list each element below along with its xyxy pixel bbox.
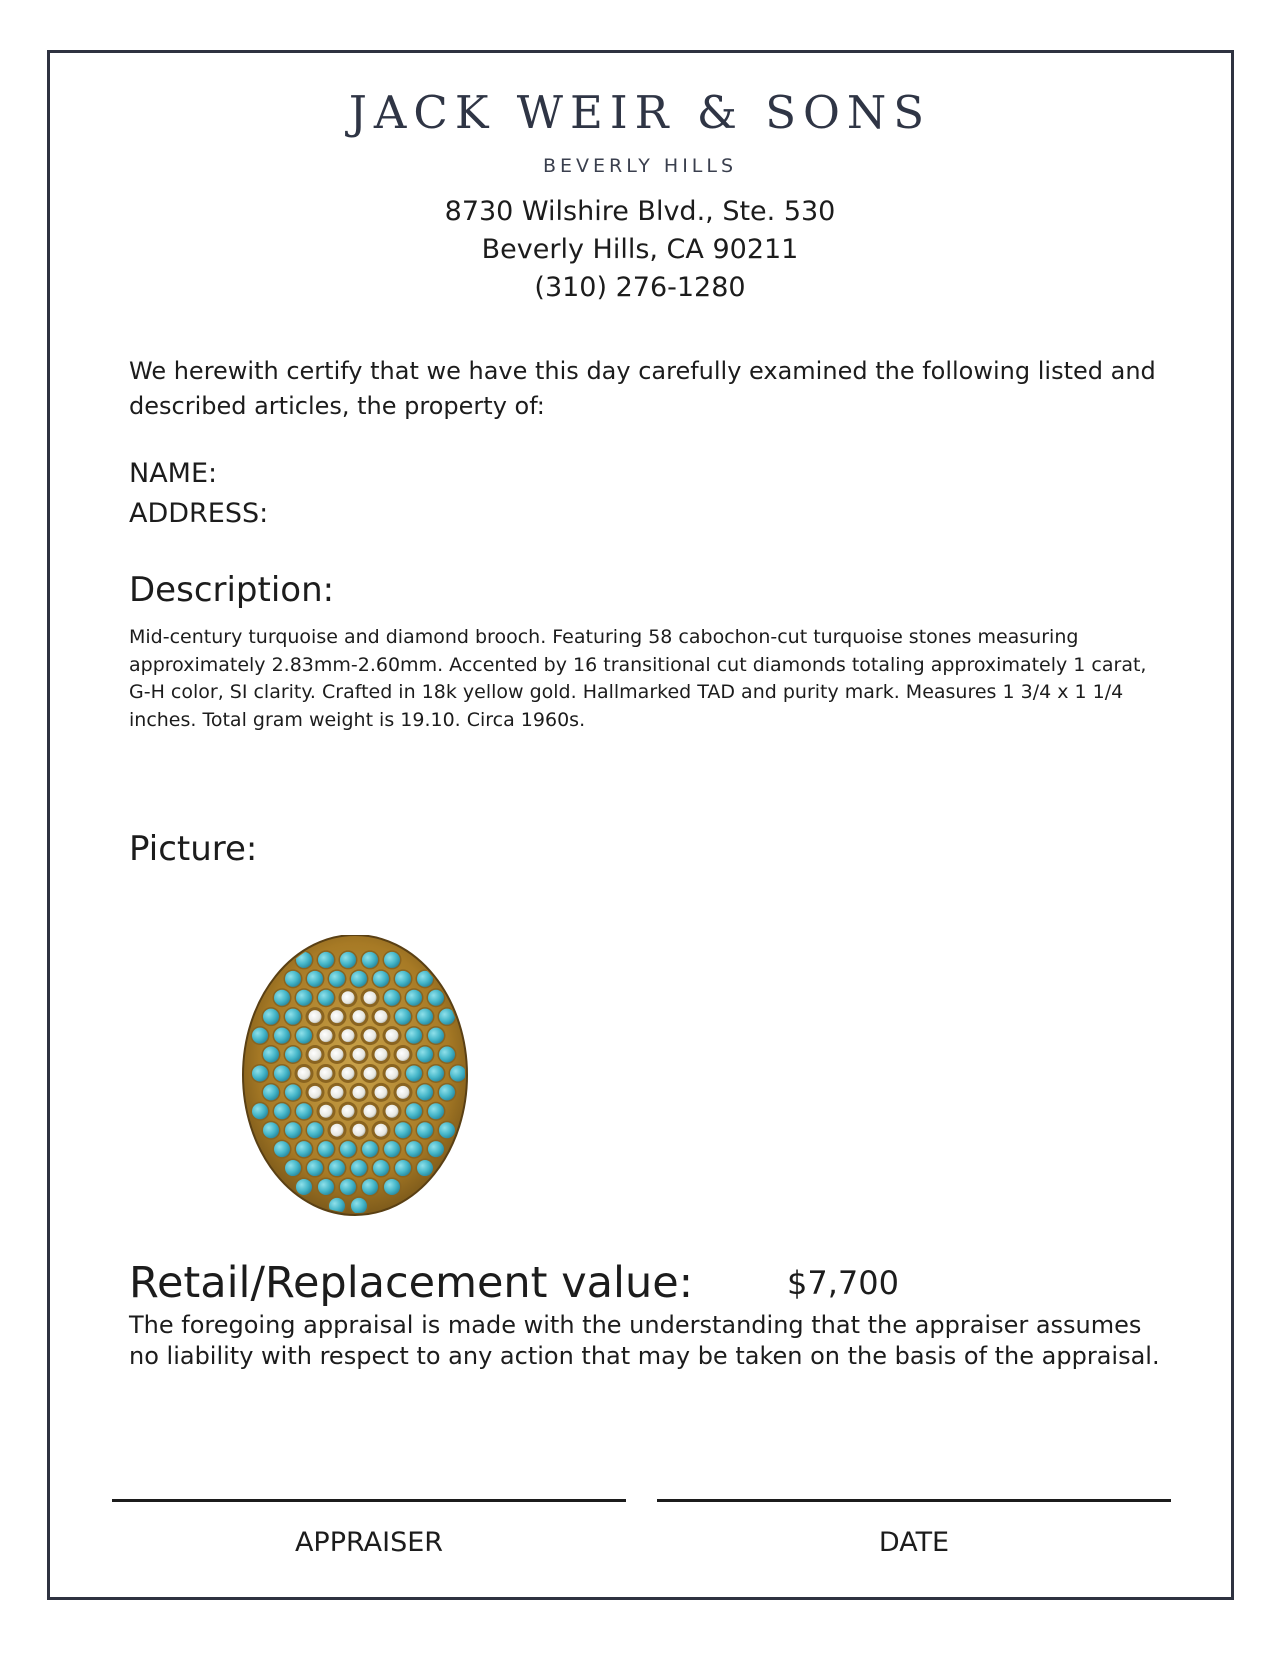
turquoise-stone <box>362 1179 378 1195</box>
diamond-stone <box>364 1105 377 1118</box>
diamond-stone <box>309 1010 322 1023</box>
turquoise-stone <box>406 1028 422 1044</box>
value-amount: $7,700 <box>787 1264 899 1302</box>
turquoise-stone <box>274 990 290 1006</box>
diamond-stone <box>353 1124 366 1137</box>
description-heading: Description: <box>129 570 335 610</box>
turquoise-stone <box>395 971 411 987</box>
diamond-stone <box>342 991 355 1004</box>
owner-name-label: NAME: <box>129 458 218 489</box>
brand-location: BEVERLY HILLS <box>542 155 738 177</box>
diamond-stone <box>298 1067 311 1080</box>
turquoise-stone <box>285 971 301 987</box>
diamond-stone <box>309 1048 322 1061</box>
turquoise-stone <box>428 1141 444 1157</box>
turquoise-stone <box>318 1179 334 1195</box>
diamond-stone <box>331 1086 344 1099</box>
diamond-stone <box>386 1067 399 1080</box>
turquoise-stone <box>362 952 378 968</box>
turquoise-stone <box>395 1009 411 1025</box>
turquoise-stone <box>373 1160 389 1176</box>
diamond-stone <box>342 1105 355 1118</box>
diamond-stone <box>375 1010 388 1023</box>
diamond-stone <box>309 1086 322 1099</box>
turquoise-stone <box>428 1028 444 1044</box>
diamond-stone <box>320 1067 333 1080</box>
turquoise-stone <box>340 952 356 968</box>
diamond-stone <box>353 1010 366 1023</box>
turquoise-stone <box>307 1122 323 1138</box>
turquoise-stone <box>274 1028 290 1044</box>
turquoise-stone <box>406 1141 422 1157</box>
turquoise-stone <box>417 1047 433 1063</box>
diamond-stone <box>331 1124 344 1137</box>
turquoise-stone <box>439 1084 455 1100</box>
turquoise-stone <box>329 1160 345 1176</box>
turquoise-stone <box>406 1103 422 1119</box>
turquoise-stone <box>362 1141 378 1157</box>
diamond-stone <box>375 1124 388 1137</box>
diamond-stone <box>320 1029 333 1042</box>
turquoise-stone <box>417 1009 433 1025</box>
date-label: DATE <box>878 1527 950 1558</box>
turquoise-stone <box>285 1009 301 1025</box>
turquoise-stone <box>296 1141 312 1157</box>
diamond-stone <box>364 991 377 1004</box>
turquoise-stone <box>351 971 367 987</box>
appraiser-signature-line <box>112 1499 626 1502</box>
turquoise-stone <box>274 1141 290 1157</box>
turquoise-stone <box>351 1160 367 1176</box>
turquoise-stone <box>417 1160 433 1176</box>
brooch-image <box>240 935 480 1220</box>
turquoise-stone <box>329 971 345 987</box>
turquoise-stone <box>318 990 334 1006</box>
turquoise-stone <box>340 1141 356 1157</box>
phone-number: (310) 276-1280 <box>534 272 746 303</box>
turquoise-stone <box>274 1103 290 1119</box>
turquoise-stone <box>351 1198 367 1214</box>
diamond-stone <box>353 1048 366 1061</box>
turquoise-stone <box>252 1065 268 1081</box>
turquoise-stone <box>263 1047 279 1063</box>
turquoise-stone <box>296 1103 312 1119</box>
turquoise-stone <box>307 1160 323 1176</box>
diamond-stone <box>331 1048 344 1061</box>
diamond-stone <box>342 1029 355 1042</box>
diamond-stone <box>386 1029 399 1042</box>
turquoise-stone <box>406 1065 422 1081</box>
address-line-1: 8730 Wilshire Blvd., Ste. 530 <box>444 196 836 227</box>
turquoise-stone <box>274 1065 290 1081</box>
turquoise-stone <box>395 1122 411 1138</box>
appraiser-label: APPRAISER <box>294 1527 444 1558</box>
diamond-stone <box>320 1105 333 1118</box>
turquoise-stone <box>285 1160 301 1176</box>
certification-text: We herewith certify that we have this day carefully examined the following listed and described articles, the property of: <box>129 357 1156 420</box>
turquoise-stone <box>384 1141 400 1157</box>
diamond-stone <box>397 1048 410 1061</box>
turquoise-stone <box>450 1065 466 1081</box>
turquoise-stone <box>439 1047 455 1063</box>
turquoise-stone <box>285 1084 301 1100</box>
value-label: Retail/Replacement value: <box>129 1258 694 1308</box>
turquoise-stone <box>296 990 312 1006</box>
turquoise-stone <box>296 1179 312 1195</box>
turquoise-stone <box>263 1084 279 1100</box>
owner-address-label: ADDRESS: <box>129 498 269 529</box>
diamond-stone <box>353 1086 366 1099</box>
turquoise-stone <box>373 971 389 987</box>
address-line-2: Beverly Hills, CA 90211 <box>481 234 799 265</box>
turquoise-stone <box>318 1141 334 1157</box>
diamond-stone <box>375 1048 388 1061</box>
turquoise-stone <box>263 1009 279 1025</box>
turquoise-stone <box>428 1103 444 1119</box>
turquoise-stone <box>384 1179 400 1195</box>
description-text: Mid-century turquoise and diamond brooch. Featuring 58 cabochon-cut turquoise stones measuring approximately 2.83mm-2.60mm. Accented by 16 transitional cut diamonds totaling approximately 1 carat, G-H color, SI clarity. Crafted in 18k yellow gold. Hallmarked TAD and purity mark. Measures 1 3/4 x 1 1/4 inches. Total gram weight is 19.10. Circa 1960s. <box>129 626 1147 731</box>
turquoise-stone <box>417 1122 433 1138</box>
diamond-stone <box>364 1067 377 1080</box>
date-signature-line <box>657 1499 1171 1502</box>
turquoise-stone <box>340 1179 356 1195</box>
turquoise-stone <box>285 1122 301 1138</box>
picture-heading: Picture: <box>129 829 258 869</box>
turquoise-stone <box>263 1122 279 1138</box>
turquoise-stone <box>296 1028 312 1044</box>
turquoise-stone <box>439 1122 455 1138</box>
diamond-stone <box>386 1105 399 1118</box>
turquoise-stone <box>307 971 323 987</box>
disclaimer-text: The foregoing appraisal is made with the understanding that the appraiser assumes no liability with respect to any action that may be taken on the basis of the appraisal. <box>129 1311 1160 1370</box>
turquoise-stone <box>252 1028 268 1044</box>
turquoise-stone <box>417 1084 433 1100</box>
brand-name: JACK WEIR & SONS <box>348 86 932 139</box>
diamond-stone <box>364 1029 377 1042</box>
turquoise-stone <box>318 952 334 968</box>
turquoise-stone <box>252 1103 268 1119</box>
diamond-stone <box>375 1086 388 1099</box>
turquoise-stone <box>406 990 422 1006</box>
diamond-stone <box>331 1010 344 1023</box>
turquoise-stone <box>395 1160 411 1176</box>
turquoise-stone <box>428 990 444 1006</box>
turquoise-stone <box>384 990 400 1006</box>
diamond-stone <box>397 1086 410 1099</box>
turquoise-stone <box>384 952 400 968</box>
turquoise-stone <box>285 1047 301 1063</box>
turquoise-stone <box>428 1065 444 1081</box>
diamond-stone <box>342 1067 355 1080</box>
